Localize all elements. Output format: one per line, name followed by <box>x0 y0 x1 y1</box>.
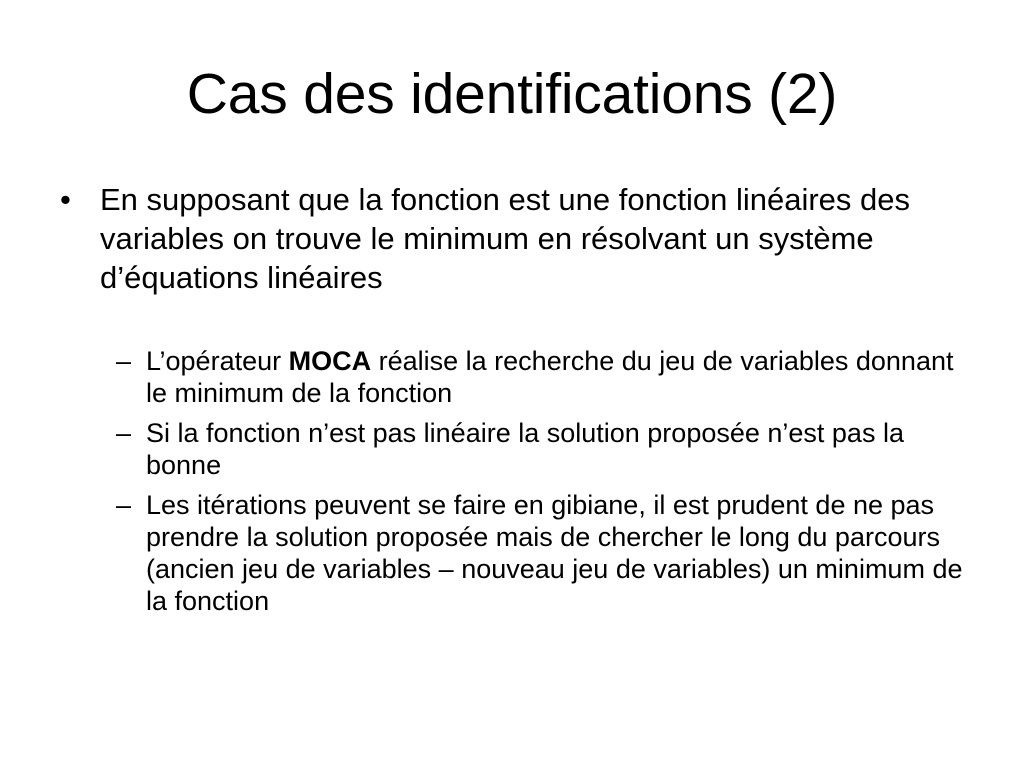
bullet-text: En supposant que la fonction est une fonction linéaires des variables on trouve le minimum en résolvant un système d’équations linéaires <box>100 182 910 295</box>
sub-bullet-item <box>116 345 966 409</box>
bullet-item <box>60 180 970 297</box>
sub-bullet-marker: – <box>116 418 132 448</box>
sub-bullet-text-pre: L’opérateur <box>146 346 289 376</box>
sub-bullet-marker: – <box>116 490 132 520</box>
sub-bullet-item <box>116 489 966 617</box>
sub-bullet-text-post: réalise la recherche du jeu de variables donnant le minimum de la fonction <box>146 346 954 408</box>
sub-bullet-marker: – <box>116 346 132 376</box>
sub-bullet-item <box>116 417 966 481</box>
sub-bullet-list <box>116 345 966 625</box>
sub-bullet-text: Les itérations peuvent se faire en gibiane, il est prudent de ne pas prendre la solution proposée mais de chercher le long du parcours (ancien jeu de variables – nouveau jeu de variables) un minimum de la fonction <box>146 490 963 616</box>
bullet-marker: • <box>60 182 71 217</box>
bullet-list <box>60 180 970 297</box>
sub-bullet-text: Si la fonction n’est pas linéaire la solution proposée n’est pas la bonne <box>146 418 904 480</box>
moca-keyword: MOCA <box>288 346 372 376</box>
slide-title: Cas des identifications (2) <box>186 62 838 126</box>
